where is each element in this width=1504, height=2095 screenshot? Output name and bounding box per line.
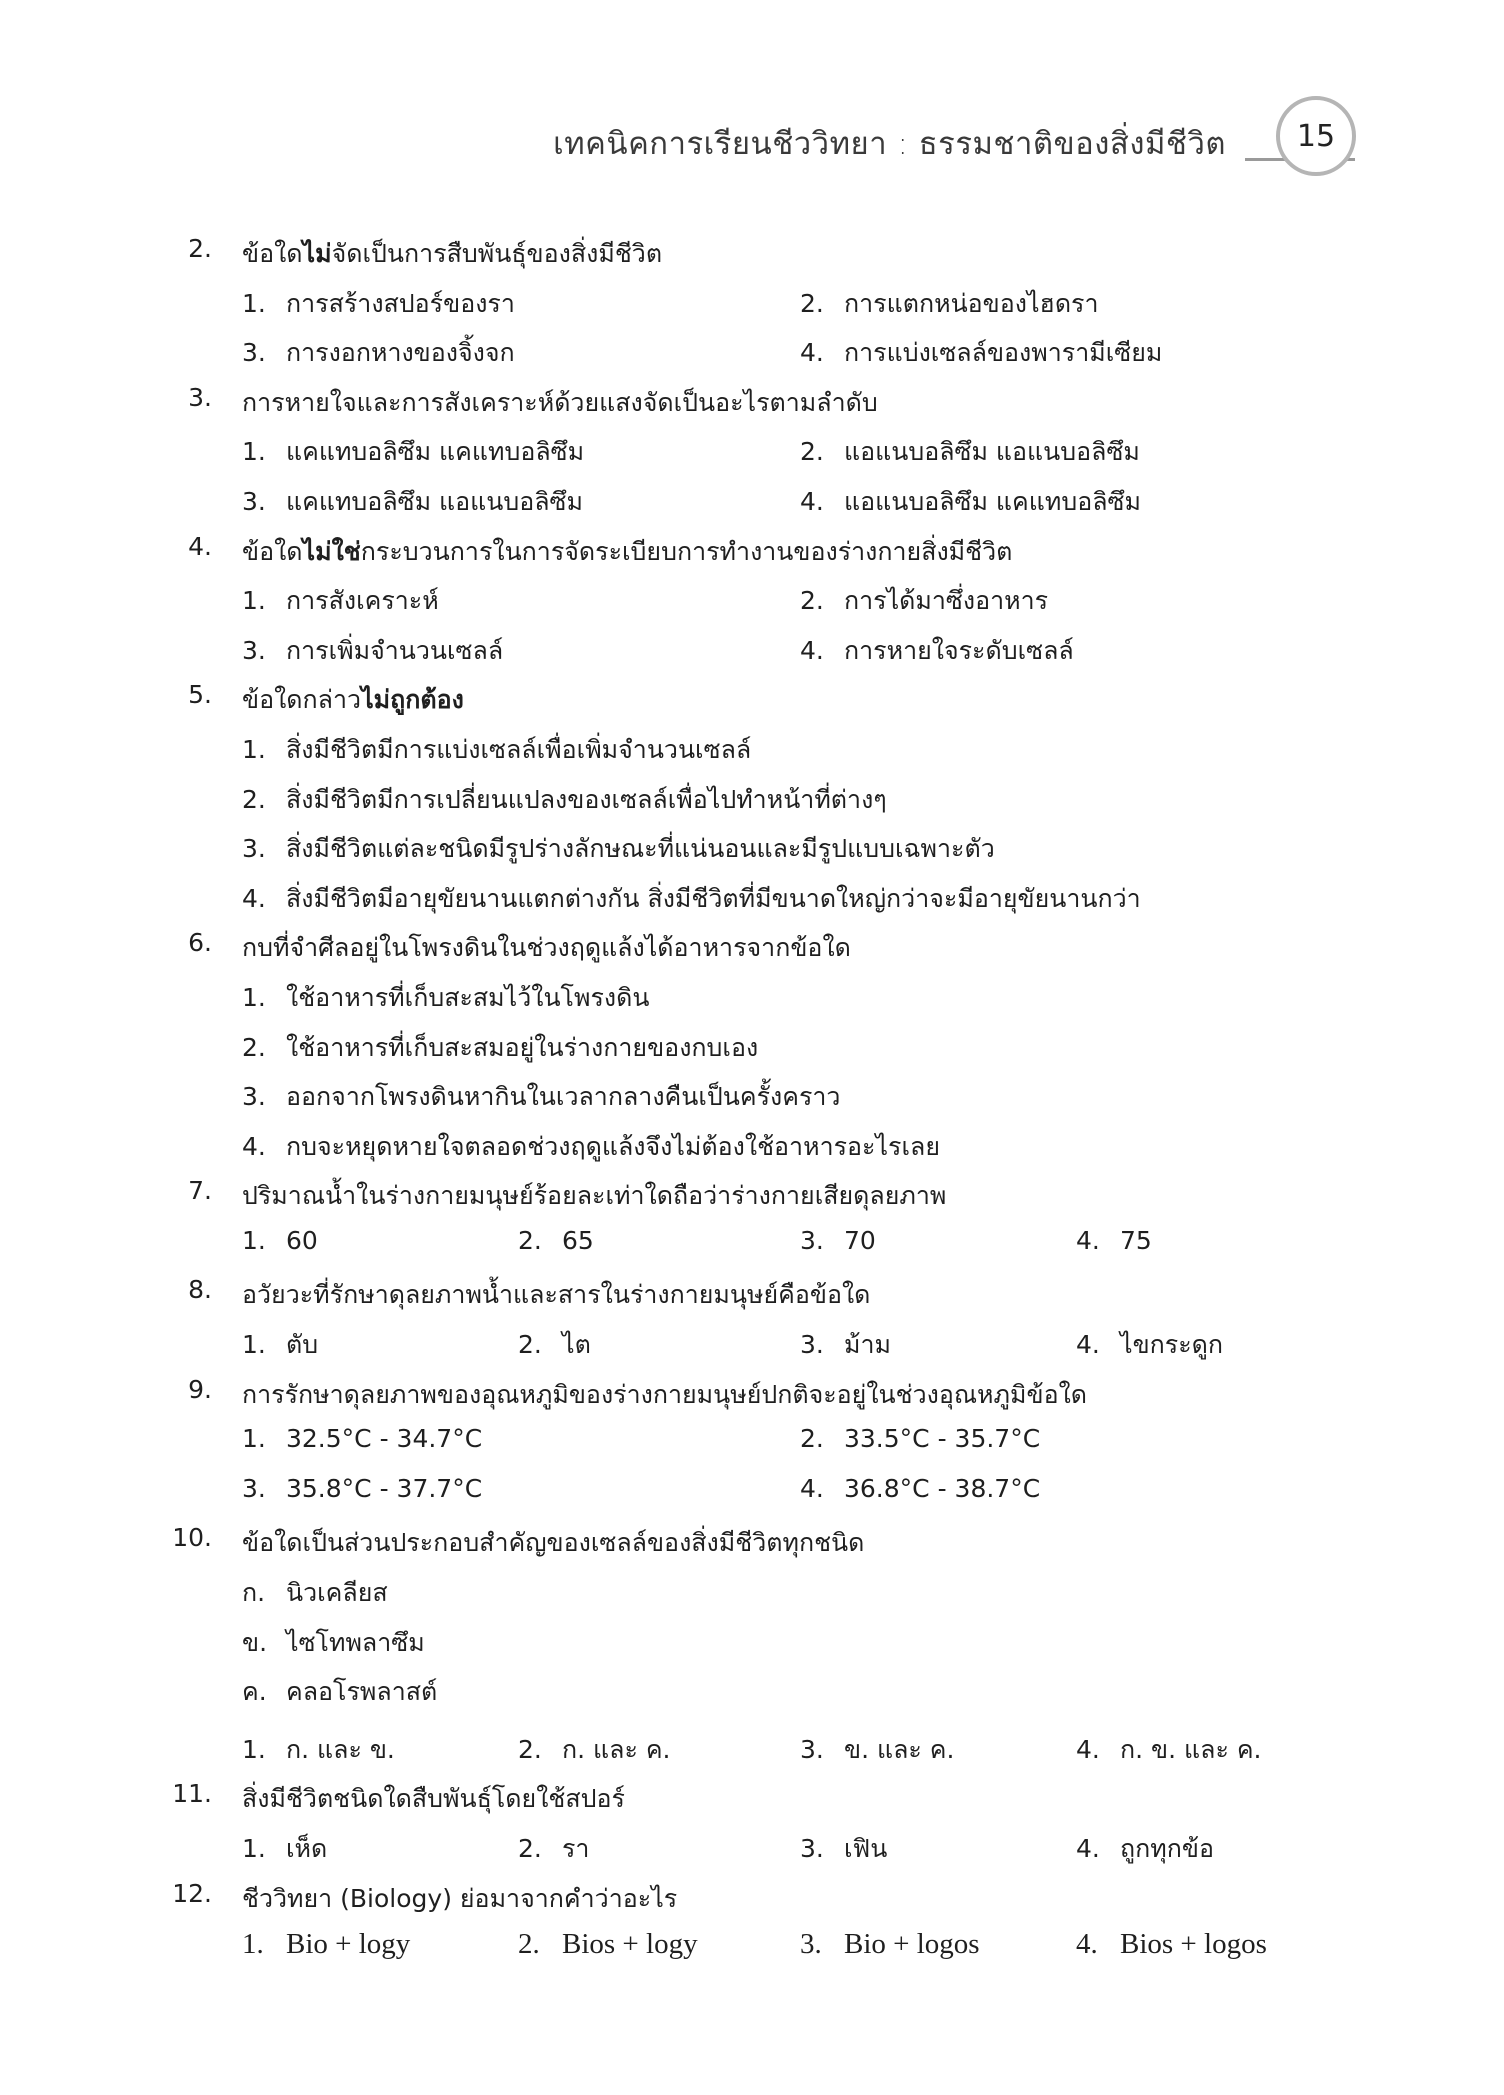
option	[800, 1829, 887, 1869]
question-text	[242, 1779, 625, 1819]
option	[800, 482, 1141, 522]
option-number: 4.	[242, 883, 266, 913]
option-text: Bios + logos	[1120, 1928, 1267, 1961]
question-text	[242, 532, 1012, 572]
option	[242, 1226, 318, 1255]
question-number: 7.	[188, 1176, 212, 1206]
option-text: แอแนบอลิซึม แคแทบอลิซึม	[844, 486, 1142, 516]
option-number: 1.	[242, 288, 266, 318]
option-text: ข. และ ค.	[844, 1734, 955, 1764]
option-text: สิ่งมีชีวิตแต่ละชนิดมีรูปร่างลักษณะที่แน่นอนและมีรูปแบบเฉพาะตัว	[286, 834, 995, 864]
option	[242, 1730, 395, 1770]
question-text	[242, 1275, 870, 1315]
option-row	[0, 1418, 1504, 1468]
option-number: 1.	[242, 734, 266, 764]
option-number: 3.	[800, 1928, 822, 1961]
option-text: การได้มาซึ่งอาหาร	[844, 586, 1049, 616]
question-text-part: ข้อใด	[242, 239, 303, 268]
option-number: 4.	[242, 1131, 266, 1161]
option-number: 4.	[1076, 1330, 1100, 1360]
question-text-part: การรักษาดุลยภาพของอุณหภูมิของร่างกายมนุษย์ปกติจะอยู่ในช่วงอุณหภูมิข้อใด	[242, 1379, 1088, 1409]
option-number: 1.	[242, 1424, 266, 1454]
option	[1076, 1730, 1262, 1770]
question-text-part: อวัยวะที่รักษาดุลยภาพน้ำและสารในร่างกายมนุษย์คือข้อใด	[242, 1280, 871, 1310]
question-row	[0, 526, 1504, 576]
question-text	[242, 928, 851, 968]
option	[242, 333, 515, 373]
question-text	[242, 1176, 946, 1216]
option-number: 2.	[800, 1424, 824, 1454]
option-text: 36.8°C - 38.7°C	[844, 1473, 1041, 1503]
option-text: แคแทบอลิซึม แคแทบอลิซึม	[286, 437, 585, 467]
question-row	[0, 228, 1504, 278]
option-number: 3.	[800, 1225, 824, 1255]
option-number: ก.	[242, 1578, 266, 1608]
sub-item-row	[0, 1567, 1504, 1617]
option-text: 70	[844, 1225, 876, 1255]
option-row	[0, 1220, 1504, 1270]
option-row	[0, 972, 1504, 1022]
option-text: 35.8°C - 37.7°C	[286, 1473, 483, 1503]
option	[800, 1325, 891, 1365]
option-text: 75	[1120, 1225, 1152, 1255]
option-row	[0, 1121, 1504, 1171]
option-row	[0, 1922, 1504, 1972]
question-text-part: ข้อใดกล่าว	[242, 685, 362, 715]
option-text: นิวเคลียส	[286, 1578, 388, 1608]
option-text: แคแทบอลิซึม แอแนบอลิซึม	[286, 486, 584, 516]
option-row	[0, 873, 1504, 923]
question-number: 12.	[172, 1878, 212, 1908]
question-number: 3.	[188, 382, 212, 412]
question-row	[0, 1170, 1504, 1220]
question-text	[242, 234, 662, 274]
option-text: สิ่งมีชีวิตมีอายุขัยนานแตกต่างกัน สิ่งมีชีวิตที่มีขนาดใหญ่กว่าจะมีอายุขัยนานกว่า	[286, 883, 1141, 913]
question-text-part: จัดเป็นการสืบพันธุ์ของสิ่งมีชีวิต	[331, 239, 663, 268]
question-text-part: สิ่งมีชีวิตชนิดใดสืบพันธุ์โดยใช้สปอร์	[242, 1784, 625, 1814]
option-row	[0, 1071, 1504, 1121]
option	[242, 780, 887, 820]
option-number: 2.	[518, 1734, 542, 1764]
option-text: ก. และ ข.	[286, 1734, 395, 1764]
option-text: ไต	[562, 1330, 591, 1360]
page-header	[0, 96, 1504, 176]
question-number: 9.	[188, 1374, 212, 1404]
question-number: 6.	[188, 928, 212, 958]
option-text: 60	[286, 1225, 318, 1255]
option-number: ข.	[242, 1627, 268, 1657]
option-number: 3.	[242, 834, 266, 864]
option-text: การสร้างสปอร์ของรา	[286, 288, 515, 318]
option-number: 3.	[242, 1082, 266, 1112]
option-text: ออกจากโพรงดินหากินในเวลากลางคืนเป็นครั้งคราว	[286, 1082, 841, 1112]
option-number: 1.	[242, 1225, 266, 1255]
question-text-part: ข้อใดเป็นส่วนประกอบสำคัญของเซลล์ของสิ่งมีชีวิตทุกชนิด	[242, 1528, 865, 1558]
option-text: เห็ด	[286, 1834, 328, 1863]
option	[242, 284, 515, 324]
option-text: ถูกทุกข้อ	[1120, 1834, 1214, 1863]
option-number: 3.	[242, 635, 266, 665]
option-text: การแตกหน่อของไฮดรา	[844, 288, 1099, 318]
option-number: 4.	[800, 1473, 824, 1503]
option-row	[0, 476, 1504, 526]
option-text: การงอกหางของจิ้งจก	[286, 338, 515, 368]
question-text	[242, 680, 464, 720]
option	[518, 1928, 698, 1961]
option-number: 4.	[800, 486, 824, 516]
option-number: 2.	[518, 1834, 542, 1863]
sub-item-row	[0, 1666, 1504, 1716]
option	[800, 1730, 954, 1770]
option-number: 1.	[242, 1834, 266, 1863]
option-number: 3.	[242, 1473, 266, 1503]
question-number: 10.	[172, 1523, 212, 1553]
option	[800, 1226, 876, 1255]
option-text: สิ่งมีชีวิตมีการเปลี่ยนแปลงของเซลล์เพื่อไปทำหน้าที่ต่างๆ	[286, 784, 887, 814]
question-row	[0, 1773, 1504, 1823]
option-text: ก. และ ค.	[562, 1734, 671, 1764]
question-text-part: การหายใจและการสังเคราะห์ด้วยแสงจัดเป็นอะไรตามลำดับ	[242, 387, 878, 417]
option-row	[0, 278, 1504, 328]
option	[518, 1325, 591, 1365]
option-text: คลอโรพลาสต์	[286, 1677, 438, 1707]
option-text: การเพิ่มจำนวนเซลล์	[286, 635, 504, 665]
option-number: 4.	[800, 338, 824, 368]
option	[242, 1623, 425, 1663]
question-emphasis: ไม่	[302, 239, 332, 268]
page-number: 15	[1276, 96, 1356, 176]
option-number: 1.	[242, 1928, 264, 1961]
option	[242, 1829, 327, 1869]
question-number: 2.	[188, 234, 212, 263]
sub-item-row	[0, 1617, 1504, 1667]
option	[800, 581, 1048, 621]
option-row	[0, 1319, 1504, 1369]
option-row	[0, 823, 1504, 873]
spacer	[0, 1716, 1504, 1724]
option	[242, 1672, 437, 1712]
option-text: Bio + logos	[844, 1928, 980, 1961]
option	[242, 581, 439, 621]
question-row	[0, 1517, 1504, 1567]
option	[242, 432, 584, 472]
option-text: 33.5°C - 35.7°C	[844, 1424, 1041, 1454]
option-row	[0, 1022, 1504, 1072]
option	[800, 1424, 1040, 1453]
option-text: ก. ข. และ ค.	[1120, 1734, 1262, 1764]
option	[1076, 1325, 1223, 1365]
option-text: 32.5°C - 34.7°C	[286, 1424, 483, 1454]
option-number: 3.	[242, 338, 266, 368]
option	[242, 1474, 482, 1503]
option-number: 4.	[800, 635, 824, 665]
option	[800, 333, 1162, 373]
option-row	[0, 426, 1504, 476]
option	[242, 1127, 940, 1167]
option-row	[0, 327, 1504, 377]
option	[1076, 1829, 1214, 1869]
option-number: 4.	[1076, 1225, 1100, 1255]
option-row	[0, 625, 1504, 675]
option-number: 1.	[242, 437, 266, 467]
option-number: 2.	[518, 1330, 542, 1360]
option	[1076, 1226, 1152, 1255]
option-text: ไซโทพลาซึม	[286, 1627, 425, 1657]
option-text: การสังเคราะห์	[286, 586, 439, 616]
option	[242, 1077, 840, 1117]
option-number: 2.	[518, 1225, 542, 1255]
option-text: ไขกระดูก	[1120, 1330, 1224, 1360]
question-row	[0, 1873, 1504, 1923]
option	[800, 1928, 980, 1961]
option	[242, 1424, 482, 1453]
option	[800, 284, 1099, 324]
option-row	[0, 575, 1504, 625]
question-number: 4.	[188, 531, 212, 561]
option	[242, 1928, 410, 1961]
option-text: ใช้อาหารที่เก็บสะสมไว้ในโพรงดิน	[286, 982, 650, 1012]
option-number: 2.	[242, 1032, 266, 1062]
option-number: 1.	[242, 982, 266, 1012]
option	[800, 1474, 1040, 1503]
option	[518, 1829, 589, 1869]
option-number: 2.	[518, 1928, 540, 1961]
option-number: 2.	[242, 784, 266, 814]
option-row	[0, 774, 1504, 824]
option	[518, 1226, 594, 1255]
question-number: 8.	[188, 1275, 212, 1305]
question-number: 5.	[188, 680, 212, 710]
option	[242, 730, 751, 770]
question-row	[0, 377, 1504, 427]
option-text: กบจะหยุดหายใจตลอดช่วงฤดูแล้งจึงไม่ต้องใช้อาหารอะไรเลย	[286, 1131, 940, 1161]
option-text: ใช้อาหารที่เก็บสะสมอยู่ในร่างกายของกบเอง	[286, 1032, 759, 1062]
option-text: สิ่งมีชีวิตมีการแบ่งเซลล์เพื่อเพิ่มจำนวนเซลล์	[286, 734, 752, 764]
option	[242, 482, 583, 522]
question-text-part: กระบวนการในการจัดระเบียบการทำงานของร่างกายสิ่งมีชีวิต	[360, 536, 1013, 566]
option	[518, 1730, 671, 1770]
option-text: แอแนบอลิซึม แอแนบอลิซึม	[844, 437, 1140, 467]
option-number: 1.	[242, 1734, 266, 1764]
option	[242, 879, 1141, 919]
option-number: 2.	[800, 586, 824, 616]
option	[800, 432, 1140, 472]
option-text: รา	[562, 1834, 590, 1863]
option-text: Bio + logy	[286, 1928, 411, 1961]
question-row	[0, 674, 1504, 724]
question-row	[0, 1369, 1504, 1419]
question-text	[242, 1523, 864, 1563]
option-number: ค.	[242, 1677, 267, 1707]
option-number: 1.	[242, 586, 266, 616]
option	[800, 631, 1074, 671]
option-text: 65	[562, 1225, 594, 1255]
option-number: 4.	[1076, 1834, 1100, 1863]
option	[242, 1325, 318, 1365]
option-text: Bios + logy	[562, 1928, 698, 1961]
question-emphasis: ไม่ถูกต้อง	[361, 685, 464, 715]
option-text: ม้าม	[844, 1330, 891, 1360]
question-text	[242, 383, 878, 423]
option-number: 3.	[800, 1834, 824, 1863]
option-number: 2.	[800, 437, 824, 467]
option-number: 1.	[242, 1330, 266, 1360]
question-emphasis: ไม่ใช่	[302, 536, 361, 566]
option-text: การแบ่งเซลล์ของพารามีเซียม	[844, 338, 1163, 368]
option-row	[0, 1468, 1504, 1518]
question-text-part: ปริมาณน้ำในร่างกายมนุษย์ร้อยละเท่าใดถือว่าร่างกายเสียดุลยภาพ	[242, 1181, 947, 1211]
question-text	[242, 1879, 677, 1919]
option-number: 3.	[242, 486, 266, 516]
question-row	[0, 1269, 1504, 1319]
question-text-part: กบที่จำศีลอยู่ในโพรงดินในช่วงฤดูแล้งได้อาหารจากข้อใด	[242, 933, 851, 963]
option	[242, 1028, 758, 1068]
option-text: ตับ	[286, 1330, 319, 1360]
question-text	[242, 1375, 1087, 1415]
option-number: 4.	[1076, 1734, 1100, 1764]
option	[242, 631, 503, 671]
option-text: เฟิน	[844, 1834, 888, 1863]
question-number: 11.	[172, 1779, 212, 1809]
option	[242, 978, 649, 1018]
question-text-part: ชีววิทยา (Biology) ย่อมาจากคำว่าอะไร	[242, 1883, 678, 1913]
question-list	[0, 228, 1504, 1972]
option-number: 2.	[800, 288, 824, 318]
option-number: 3.	[800, 1734, 824, 1764]
question-row	[0, 922, 1504, 972]
option	[242, 1573, 388, 1613]
option-row	[0, 724, 1504, 774]
option-row	[0, 1724, 1504, 1774]
option-row	[0, 1823, 1504, 1873]
option-number: 3.	[800, 1330, 824, 1360]
question-text-part: ข้อใด	[242, 536, 303, 566]
option-number: 4.	[1076, 1928, 1098, 1961]
option	[1076, 1928, 1267, 1961]
header-title: เทคนิคการเรียนชีววิทยา : ธรรมชาติของสิ่งมีชีวิต	[553, 126, 1226, 162]
option	[242, 829, 995, 869]
option-text: การหายใจระดับเซลล์	[844, 635, 1074, 665]
